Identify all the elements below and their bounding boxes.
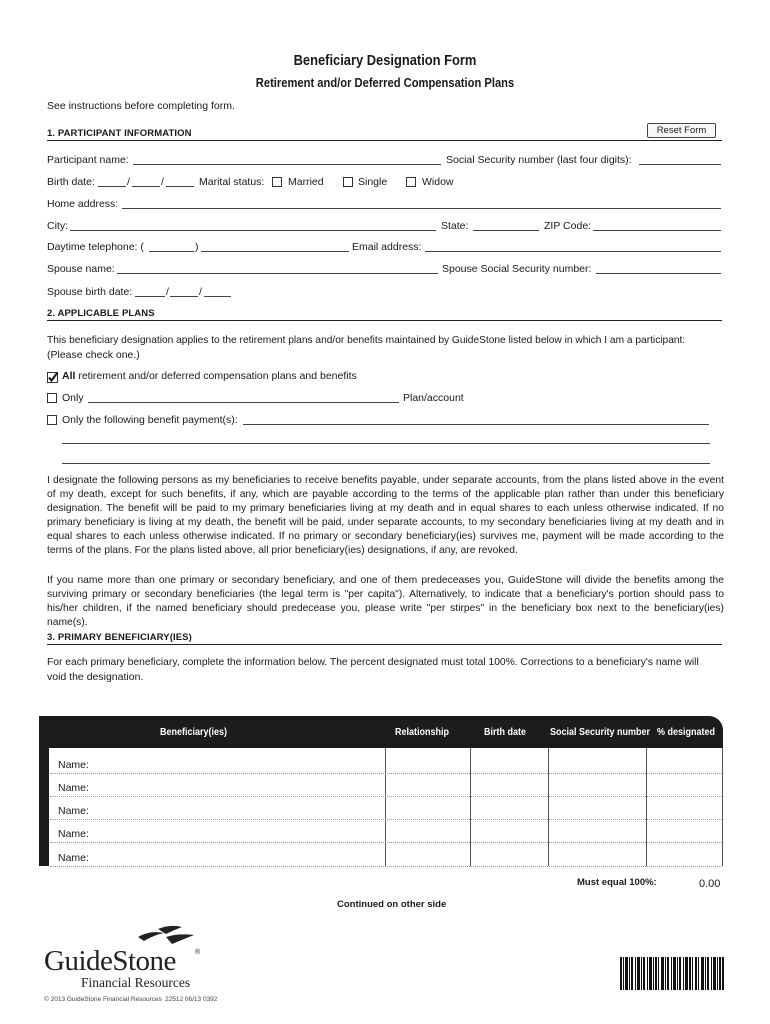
ssn-field[interactable]: [639, 164, 721, 165]
participant-name-field[interactable]: [133, 164, 441, 165]
table-row[interactable]: [50, 842, 722, 843]
col-beneficiaries: Beneficiary(ies): [160, 727, 228, 738]
only-following-checkbox[interactable]: [47, 415, 57, 425]
col-relationship: Relationship: [395, 727, 450, 738]
only-following-label: Only the following benefit payment(s):: [62, 414, 238, 426]
city-label: City:: [47, 220, 68, 232]
beneficiary-table-left-bar: [39, 716, 49, 866]
all-plans-bold: All: [62, 370, 76, 382]
married-checkbox[interactable]: [272, 177, 282, 187]
col-percent: % designated: [657, 727, 716, 738]
col-divider: [470, 748, 471, 866]
benefit-payments-field-2[interactable]: [62, 443, 710, 444]
married-label: Married: [288, 176, 324, 188]
state-label: State:: [441, 220, 469, 232]
ssn-label: Social Security number (last four digits):: [446, 154, 632, 166]
beneficiary-name-label: Name:: [58, 759, 89, 771]
phone-number-field[interactable]: [201, 251, 349, 252]
section-participant-heading: 1. PARTICIPANT INFORMATION: [47, 128, 722, 141]
copyright: © 2013 GuideStone Financial Resources: [44, 996, 162, 1003]
section-plans-heading: 2. APPLICABLE PLANS: [47, 308, 722, 321]
widow-label: Widow: [422, 176, 454, 188]
spouse-birth-day-field[interactable]: [170, 296, 198, 297]
beneficiary-name-label: Name:: [58, 805, 89, 817]
spouse-birth-month-field[interactable]: [135, 296, 165, 297]
single-label: Single: [358, 176, 388, 188]
phone-close-paren: ): [195, 241, 199, 253]
marital-status-label: Marital status:: [199, 176, 265, 188]
birth-month-field[interactable]: [98, 186, 126, 187]
per-capita-paragraph: If you name more than one primary or secondary beneficiary, and one of them predeceases you, GuideStone will divide the benefits among the surviving primary or secondary beneficiaries (the legal term is "per capita"). Alternatively, to indicate that a beneficiary's portion should pass to his/her children, if the named beneficiary should predecease you, please write "per stirpes" in the beneficiary box next to the beneficiary(ies) name(s).: [47, 575, 724, 629]
section-primary-heading: 3. PRIMARY BENEFICIARY(IES): [47, 632, 722, 645]
all-plans-rest: retirement and/or deferred compensation plans and benefits: [78, 370, 357, 382]
plans-intro-line2: (Please check one.): [47, 349, 140, 361]
form-number: 22512 06/13 0392: [165, 996, 218, 1003]
benefit-payments-field-1[interactable]: [243, 424, 709, 425]
only-plan-label: Only: [62, 392, 84, 404]
birth-slash-1: /: [127, 176, 130, 188]
birth-slash-2: /: [161, 176, 164, 188]
beneficiary-name-label: Name:: [58, 852, 89, 864]
designation-paragraph: I designate the following persons as my beneficiaries to receive benefits payable, under separate accounts, from the plans listed above in the event of my death, except for such benefits, if any, which are payable according to the terms of the applicable plan rather than under this beneficiary designation. The benefit will be paid to my primary beneficiaries living at my death and in equal shares to each unless otherwise indicated. If no primary beneficiary is living at my death, the benefit will be paid, under separate accounts, to my secondary beneficiaries living at my death and in equal shares to each unless otherwise indicated. If no primary or secondary beneficiary(ies) survives me, payment will be made according to the terms of the plans. For the plans listed above, all prior beneficiary(ies) designations, if any, are revoked.: [47, 475, 724, 557]
reset-form-button[interactable]: Reset Form: [647, 123, 716, 138]
phone-area-code-field[interactable]: [149, 251, 194, 252]
birth-day-field[interactable]: [132, 186, 160, 187]
email-field[interactable]: [425, 251, 721, 252]
birth-year-field[interactable]: [166, 186, 194, 187]
beneficiary-name-label: Name:: [58, 782, 89, 794]
table-row[interactable]: [50, 866, 722, 867]
form-subtitle: Retirement and/or Deferred Compensation Plans: [255, 75, 515, 90]
spouse-name-field[interactable]: [117, 273, 438, 274]
zip-label: ZIP Code:: [544, 220, 592, 232]
spouse-birth-slash-2: /: [199, 286, 202, 298]
widow-checkbox[interactable]: [406, 177, 416, 187]
logo-wordmark: GuideStone: [44, 945, 176, 977]
email-label: Email address:: [352, 241, 422, 253]
spouse-ssn-field[interactable]: [596, 273, 721, 274]
spouse-name-label: Spouse name:: [47, 263, 115, 275]
primary-intro-line2: void the designation.: [47, 671, 144, 683]
spouse-birth-year-field[interactable]: [204, 296, 231, 297]
table-row[interactable]: [50, 773, 722, 774]
all-plans-label: [62, 370, 357, 382]
beneficiary-name-label: Name:: [58, 828, 89, 840]
form-title: Beneficiary Designation Form: [293, 52, 477, 69]
table-row[interactable]: [50, 819, 722, 820]
col-divider: [722, 748, 723, 866]
logo-subtitle: Financial Resources: [81, 975, 191, 990]
instructions-note: See instructions before completing form.: [47, 100, 235, 112]
percent-total-value: 0.00: [699, 878, 721, 890]
all-plans-checkbox[interactable]: [47, 370, 58, 381]
must-equal-label: Must equal 100%:: [577, 877, 657, 888]
barcode-icon: [620, 957, 724, 990]
home-address-label: Home address:: [47, 198, 119, 210]
daytime-phone-label: Daytime telephone: (: [47, 241, 144, 253]
spouse-birth-slash-1: /: [166, 286, 169, 298]
table-row[interactable]: [50, 796, 722, 797]
only-plan-field[interactable]: [88, 402, 399, 403]
city-field[interactable]: [70, 230, 436, 231]
primary-intro-line1: For each primary beneficiary, complete the information below. The percent designated must total 100%. Corrections to a beneficiary's name will: [47, 657, 699, 668]
benefit-payments-field-3[interactable]: [62, 463, 710, 464]
col-divider: [646, 748, 647, 866]
birth-date-label: Birth date:: [47, 176, 95, 188]
col-birth-date: Birth date: [484, 727, 527, 738]
home-address-field[interactable]: [122, 208, 721, 209]
only-plan-checkbox[interactable]: [47, 393, 57, 403]
registered-icon: ®: [195, 949, 201, 956]
state-field[interactable]: [473, 230, 539, 231]
zip-field[interactable]: [593, 230, 721, 231]
col-divider: [385, 748, 386, 866]
spouse-ssn-label: Spouse Social Security number:: [442, 263, 592, 275]
checkmark-icon: [47, 372, 58, 383]
guidestone-logo-icon: [136, 925, 198, 947]
col-ssn: Social Security number: [550, 727, 651, 738]
plans-intro-line1: This beneficiary designation applies to the retirement plans and/or benefits maintained by GuideStone listed below in which I am a participant:: [47, 335, 686, 346]
continued-note: Continued on other side: [337, 899, 447, 910]
col-divider: [548, 748, 549, 866]
participant-name-label: Participant name:: [47, 154, 129, 166]
single-checkbox[interactable]: [343, 177, 353, 187]
spouse-birth-label: Spouse birth date:: [47, 286, 133, 298]
plan-account-label: Plan/account: [403, 392, 464, 404]
